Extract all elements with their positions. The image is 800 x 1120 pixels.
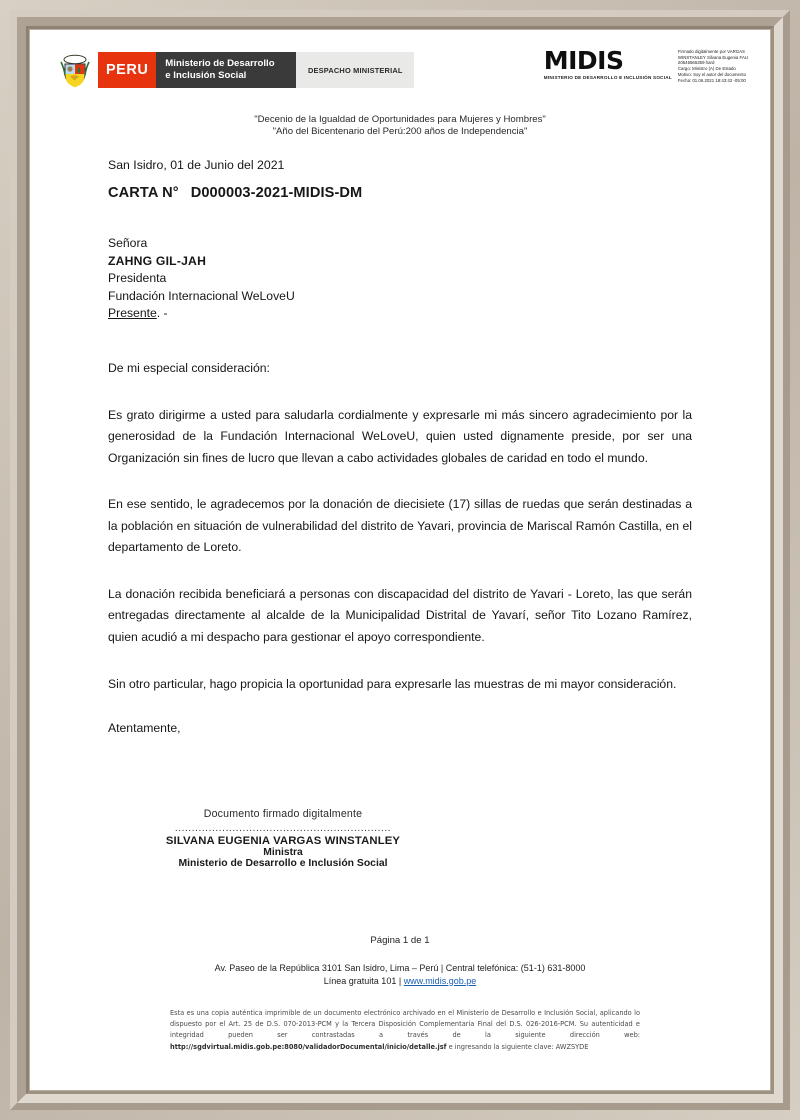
signature-stamp-line-6: Fecha: 01.06.2021 18:43:42 -05:00 <box>677 77 746 83</box>
signature-stamp-line-2: WINSTANLEY Silvana Eugenia FAU <box>677 54 748 60</box>
signatory-role: Ministra <box>263 847 303 858</box>
addressee-organization: Fundación Internacional WeLoveU <box>108 288 295 303</box>
authenticity-note <box>170 1008 640 1053</box>
letterhead <box>30 30 770 108</box>
letter-number-label: CARTA N° <box>108 185 179 201</box>
validator-url[interactable]: http://sgdvirtual.midis.gob.pe:8080/validadorDocumental/inicio/detalle.jsf <box>170 1042 447 1051</box>
addressee-title: Señora <box>108 236 148 250</box>
midis-logo <box>544 48 672 80</box>
presente-underlined: Presente <box>108 306 157 321</box>
footer-address-line: Av. Paseo de la República 3101 San Isidro, Lima – Perú | Central telefónica: (51-1) 631-8000 <box>214 963 586 973</box>
page-number: Página 1 de 1 <box>370 935 430 946</box>
body-paragraph-3: La donación recibida beneficiará a personas con discapacidad del distrito de Yavari - Loreto, las que serán entregadas directamente al alcalde de la Municipalidad Distrital de Yavarí, señor Tito Lozano Ramírez, quien acudió a mi despacho para gestionar el apoyo correspondiente. <box>108 586 692 644</box>
footer-second-line <box>30 975 770 988</box>
addressee-position: Presidenta <box>108 271 167 286</box>
body-paragraph-1: Es grato dirigirme a usted para saludarla cordialmente y expresarle mi más sincero agradecimiento por la generosidad de la Fundación Internacional WeLoveU, quien usted dignamente preside, por ser una Organización sin fines de lucro que llevan a cabo actividades globales de caridad en todo el mundo. <box>108 407 692 465</box>
midis-subtitle: MINISTERIO DE DESARROLLO E INCLUSIÓN SOCIAL <box>543 75 672 80</box>
salutation: De mi especial consideración: <box>108 360 270 375</box>
letter-body <box>108 158 692 735</box>
footer-toll-free: Línea gratuita 101 | <box>323 975 402 986</box>
signature-divider: ................................................................ <box>174 824 392 833</box>
letterhead-right-logo <box>544 48 748 83</box>
ministry-name-line-1: Ministerio de Desarrollo <box>165 58 275 70</box>
valediction: Atentamente, <box>108 720 181 735</box>
addressee-block <box>108 235 692 323</box>
quote-line-2: "Año del Bicentenario del Perú:200 años de Independencia" <box>272 126 528 138</box>
letter-number-heading <box>108 185 692 201</box>
presente-suffix: . - <box>156 306 168 321</box>
body-paragraph-4: Sin otro particular, hago propicia la oportunidad para expresarle las muestras de mi mayor consideración. <box>108 677 677 692</box>
ministry-name-line-2: e Inclusión Social <box>165 70 247 81</box>
signature-stamp-line-1: Firmado digitalmente por VARGAS <box>677 49 745 54</box>
signatory-name: SILVANA EUGENIA VARGAS WINSTANLEY <box>165 835 401 847</box>
ministry-name-block <box>156 52 296 88</box>
digital-signature-stamp <box>678 49 748 83</box>
peru-coat-of-arms-icon <box>58 52 92 88</box>
signature-stamp-line-5: Motivo: Soy el autor del documento <box>677 71 746 77</box>
letterhead-left-logos <box>58 52 414 88</box>
addressee-name: ZAHNG GIL-JAH <box>108 253 207 268</box>
letter-number-value: D000003-2021-MIDIS-DM <box>190 185 363 201</box>
midis-wordmark: MIDIS <box>543 46 624 75</box>
office-label-block: DESPACHO MINISTERIAL <box>296 52 414 88</box>
signature-stamp-line-4: Cargo: Ministro (A) De Estado <box>677 66 736 72</box>
quote-line-1: "Decenio de la Igualdad de Oportunidades para Mujeres y Hombres" <box>254 114 546 125</box>
footer-contact <box>30 962 770 987</box>
peru-brand-block: PERU <box>98 52 156 88</box>
authenticity-text-part-2: e ingresando la siguiente clave: <box>448 1042 554 1051</box>
signature-stamp-line-3: 20545565359 hard <box>677 60 715 66</box>
date-line: San Isidro, 01 de Junio del 2021 <box>108 158 285 172</box>
signature-block <box>138 808 428 869</box>
body-paragraph-2: En ese sentido, le agradecemos por la donación de diecisiete (17) sillas de ruedas que serán destinadas a la población en situación de vulnerabilidad del distrito de Yavari, provincia de Mariscal Ramón Castilla, en el departamento de Loreto. <box>108 497 692 555</box>
authenticity-text-part-1: Esta es una copia auténtica imprimible de un documento electrónico archivado en el Ministerio de Desarrollo e Inclusión Social, aplicando lo dispuesto por el Art. 25 de D.S. 070-2013-PCM y la Tercera Disposición Complementaria Final del D.S. 026-2016-PCM. Su autenticidad e integridad pueden ser contrastadas a través de la siguiente dirección web: <box>170 1009 640 1040</box>
signatory-organization: Ministerio de Desarrollo e Inclusión Social <box>178 858 388 869</box>
addressee-presente <box>108 305 692 323</box>
footer-website-link[interactable]: www.midis.gob.pe <box>403 975 477 986</box>
official-year-quotes <box>30 114 770 139</box>
document-page <box>30 30 770 1090</box>
document-clave: AWZSYDE <box>555 1042 589 1051</box>
signature-caption: Documento firmado digitalmente <box>203 808 363 820</box>
